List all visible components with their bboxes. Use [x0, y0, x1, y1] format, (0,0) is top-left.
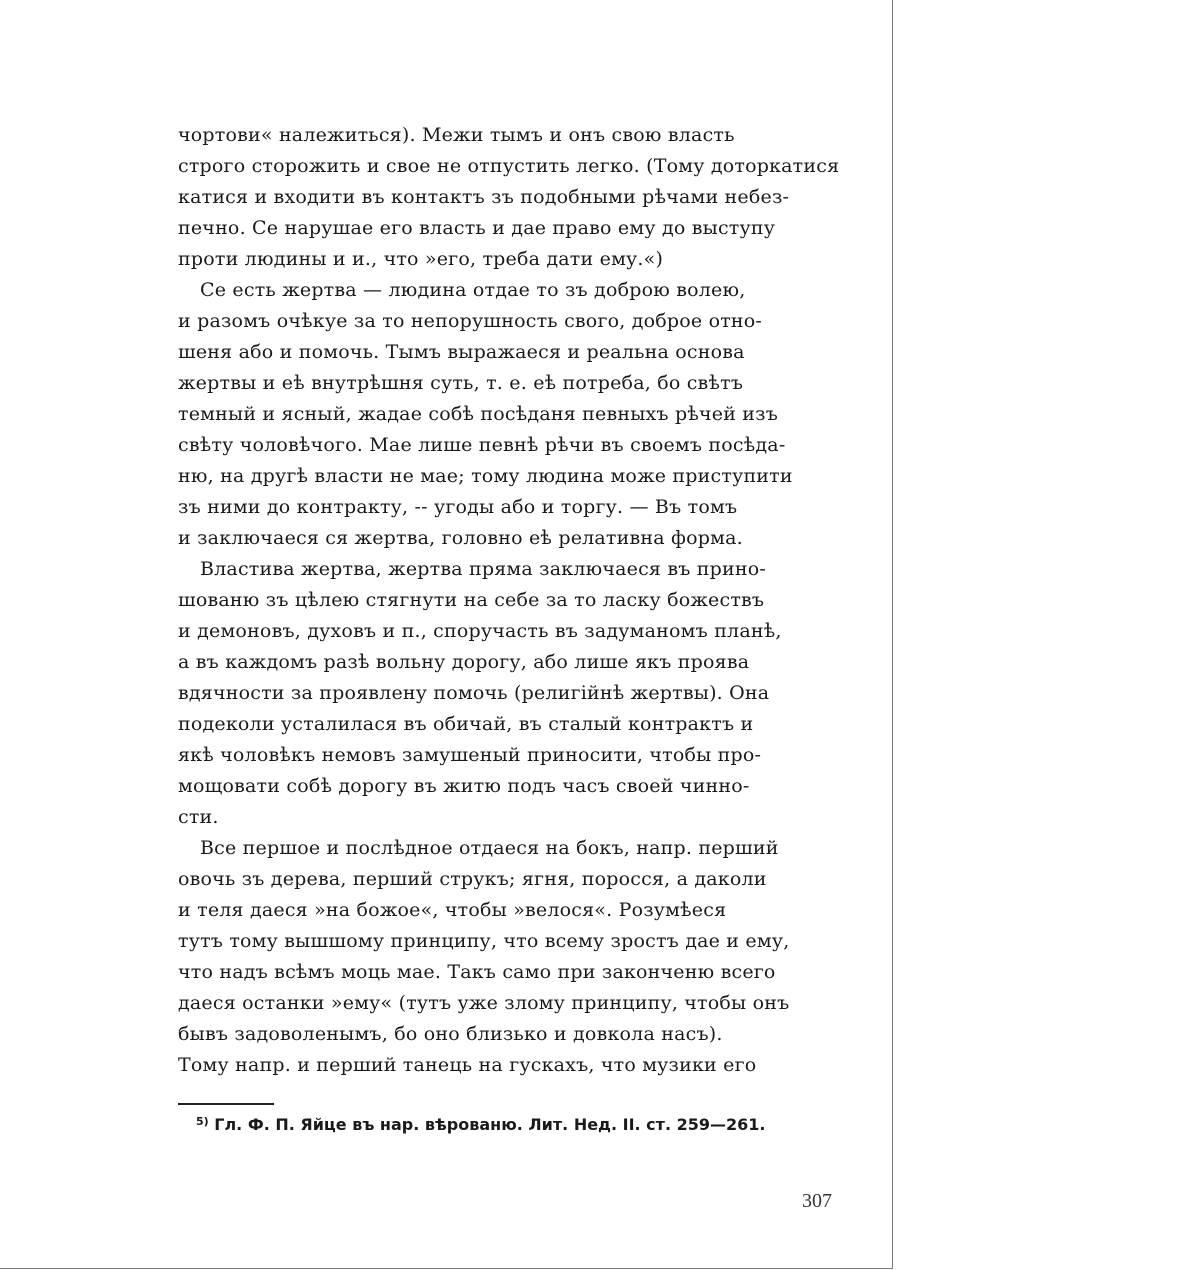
text-line: овочь зъ дерева, перший струкъ; ягня, поросся, а даколи	[178, 868, 767, 890]
text-line: якѣ чоловѣкъ немовъ замушеный приносити, чтобы про-	[178, 744, 762, 766]
text-line: Се есть жертва — людина отдае то зъ доброю волею,	[200, 279, 746, 301]
footnote	[196, 1110, 766, 1137]
text-line: и теля даеся »на божое«, чтобы »велося«. Розумѣеся	[178, 899, 727, 921]
text-line: и разомъ очѣкуе за то непорушность свого, доброе отно-	[178, 310, 763, 332]
text-line: печно. Се нарушае его власть и дае право ему до выступу	[178, 217, 776, 239]
text-line: шованю зъ цѣлею стягнути на себе за то ласку божествъ	[178, 589, 765, 611]
footnote-text: Гл. Ф. П. Яйце въ нар. вѣрованю. Лит. Нед. II. ст. 259—261.	[214, 1115, 766, 1134]
text-line: и заключаеся ся жертва, головно еѣ релативна форма.	[178, 527, 743, 549]
text-line: чортови« належиться). Межи тымъ и онъ свою власть	[178, 124, 735, 146]
text-line: даеся останки »ему« (тутъ уже злому принципу, чтобы онъ	[178, 992, 790, 1014]
text-line: Тому напр. и перший танець на гускахъ, что музики его	[178, 1054, 757, 1076]
text-line: жертвы и еѣ внутрѣшня суть, т. е. еѣ потреба, бо свѣтъ	[178, 372, 744, 394]
text-line: сти.	[178, 806, 219, 828]
text-line: что надъ всѣмъ моць мае. Такъ само при законченю всего	[178, 961, 776, 983]
text-line: и демоновъ, духовъ и п., споручасть въ задуманомъ планѣ,	[178, 620, 782, 642]
page-number: 307	[802, 1190, 832, 1212]
text-line: Властива жертва, жертва пряма заключаеся въ прино-	[200, 558, 766, 580]
text-line: свѣту чоловѣчого. Мае лише певнѣ рѣчи въ своемъ посѣда-	[178, 434, 786, 456]
text-line: бывъ задоволенымъ, бо оно близько и довкола насъ).	[178, 1023, 723, 1045]
footnote-divider	[178, 1103, 274, 1105]
text-line: проти людины и и., что »его, треба дати ему.«)	[178, 248, 664, 270]
text-line: а въ каждомъ разѣ вольну дорогу, або лише якъ проява	[178, 651, 750, 673]
text-line: строго сторожить и свое не отпустить легко. (Тому доторкатися	[178, 155, 840, 177]
text-line: мощовати собѣ дорогу въ житю подъ часъ своей чинно-	[178, 775, 750, 797]
text-line: Все першое и послѣдное отдаеся на бокъ, напр. перший	[200, 837, 779, 859]
footnote-marker: 5)	[196, 1115, 209, 1128]
body-text	[178, 120, 840, 1081]
text-line: ню, на другѣ власти не мае; тому людина може приступити	[178, 465, 793, 487]
text-line: шеня або и помочь. Тымъ выражаеся и реальна основа	[178, 341, 745, 363]
text-line: темный и ясный, жадае собѣ посѣданя певныхъ рѣчей изъ	[178, 403, 779, 425]
text-line: тутъ тому вышшому принципу, что всему зростъ дае и ему,	[178, 930, 790, 952]
text-line: подеколи усталилася въ обичай, въ сталый контрактъ и	[178, 713, 754, 735]
text-line: вдячности за проявлену помочь (религійнѣ жертвы). Она	[178, 682, 770, 704]
text-line: катися и входити въ контактъ зъ подобными рѣчами небез-	[178, 186, 790, 208]
text-line: зъ ними до контракту, -- угоды або и торгу. — Въ томъ	[178, 496, 738, 518]
